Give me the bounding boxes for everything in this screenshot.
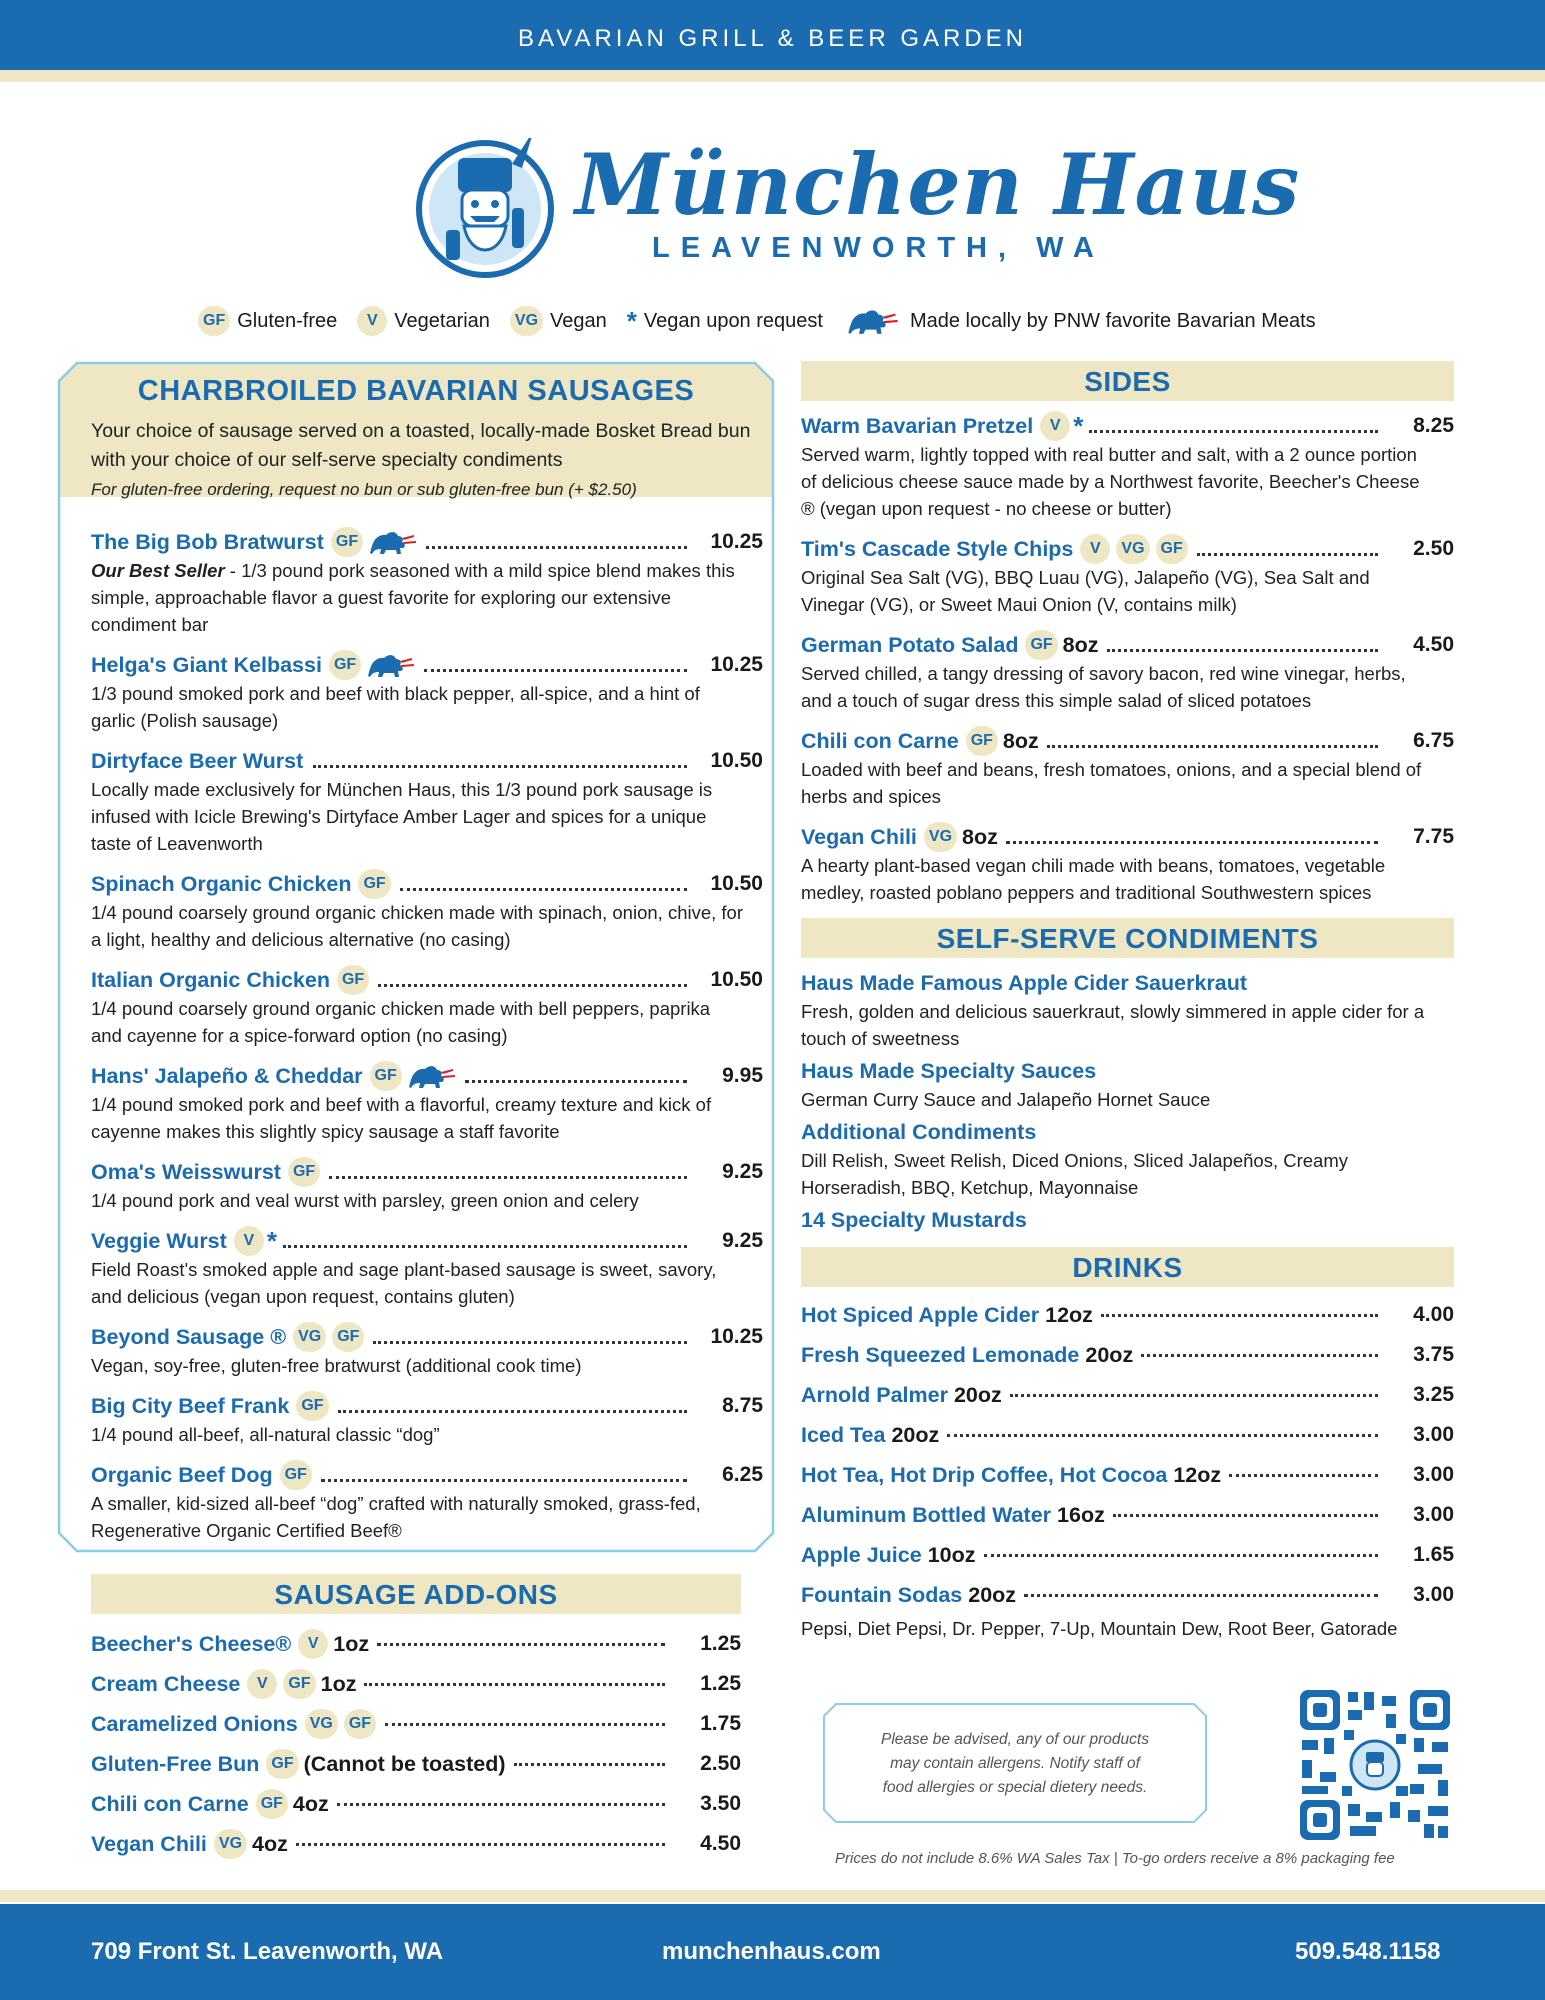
leader-dots: [1113, 1501, 1378, 1517]
leader-dots: [1010, 1381, 1378, 1397]
item-unit: 8oz: [962, 824, 998, 849]
item-description: 1/4 pound smoked pork and beef with a flavorful, creamy texture and kick of cayenne makes this slightly spicy sausage a staff favorite: [91, 1094, 712, 1142]
leader-dots: [1141, 1341, 1378, 1357]
item-name: Vegan Chili: [91, 1831, 207, 1856]
gf-badge: GF: [331, 527, 363, 557]
item-price: 3.50: [700, 1792, 741, 1815]
notice-line: Please be advised, any of our products: [881, 1731, 1149, 1748]
item-price: 8.25: [1413, 414, 1454, 437]
item-unit: 1oz: [320, 1671, 357, 1696]
asterisk-icon: *: [626, 306, 637, 336]
item-name: Organic Beef Dog: [91, 1462, 273, 1487]
leader-dots: [1089, 417, 1378, 433]
leader-dots: [514, 1750, 666, 1766]
item-name: Italian Organic Chicken: [91, 967, 330, 992]
item-name: Gluten-Free Bun: [91, 1751, 260, 1776]
item-price: 2.50: [1413, 537, 1454, 560]
item-name: Arnold Palmer: [801, 1382, 948, 1407]
gf-badge: GF: [337, 965, 369, 995]
menu-item: [91, 746, 763, 857]
gf-badge: GF: [283, 1669, 315, 1699]
item-price: 3.00: [1413, 1583, 1454, 1606]
item-unit: 12oz: [1045, 1302, 1093, 1327]
v-badge: V: [234, 1226, 264, 1256]
item-price: 4.50: [1413, 633, 1454, 656]
v-badge: V: [1040, 411, 1070, 441]
nutcracker-logo-icon: [414, 138, 556, 280]
item-name: Caramelized Onions: [91, 1711, 298, 1736]
vg-badge: VG: [924, 822, 957, 852]
menu-item: [91, 869, 763, 953]
leader-dots: [1006, 828, 1378, 844]
item-description: Served warm, lightly topped with real butter and salt, with a 2 ounce portion of delicious cheese sauce made by a Northwest favorite, Beecher's Cheese ® (vegan upon request - no cheese or butter): [801, 444, 1420, 519]
footer-phone[interactable]: 509.548.1158: [1295, 1938, 1441, 1965]
menu-item: [91, 1061, 763, 1145]
leader-dots: [400, 875, 687, 891]
leader-dots: [377, 1630, 665, 1646]
footer-address: 709 Front St. Leavenworth, WA: [91, 1938, 444, 1965]
drink-item: [801, 1575, 1454, 1615]
item-name: Beecher's Cheese®: [91, 1631, 292, 1656]
item-unit: 20oz: [891, 1422, 940, 1447]
menu-item: [801, 822, 1454, 906]
item-price: 1.25: [700, 1672, 741, 1695]
leader-dots: [424, 656, 687, 672]
item-unit: 8oz: [1062, 632, 1099, 657]
item-unit: 4oz: [252, 1831, 288, 1856]
item-description: A hearty plant-based vegan chili made with beans, tomatoes, vegetable medley, roasted poblano peppers and traditional Southwestern spices: [801, 855, 1386, 903]
item-name: Helga's Giant Kelbassi: [91, 652, 322, 677]
item-name: Vegan Chili: [801, 824, 917, 849]
gf-badge: GF: [344, 1709, 376, 1739]
item-price: 10.25: [710, 653, 763, 676]
drink-item: [801, 1295, 1454, 1335]
intro-text: Your choice of sausage served on a toasted, locally-made Bosket Bread bun with your choice of our self-serve specialty condiments: [91, 420, 751, 471]
tax-note: Prices do not include 8.6% WA Sales Tax | To-go orders receive a 8% packaging fee: [835, 1850, 1395, 1867]
leader-dots: [947, 1421, 1378, 1437]
drink-item: [801, 1335, 1454, 1375]
menu-item: [91, 1157, 763, 1214]
leader-dots: [329, 1163, 687, 1179]
soda-list: Pepsi, Diet Pepsi, Dr. Pepper, 7-Up, Mountain Dew, Root Beer, Gatorade: [801, 1618, 1398, 1639]
header: [0, 110, 1545, 280]
legend-vegan-upon-request: [626, 306, 823, 336]
item-unit: 1oz: [333, 1631, 370, 1656]
item-price: 3.25: [1413, 1383, 1454, 1406]
item-description: 1/4 pound coarsely ground organic chicken made with spinach, onion, chive, for a light, healthy and delicious alternative (no casing): [91, 902, 743, 950]
right-column: [801, 361, 1454, 1642]
item-name: Cream Cheese: [91, 1671, 241, 1696]
gf-badge: GF: [1156, 534, 1188, 564]
menu-item: [91, 965, 763, 1049]
drink-item: [801, 1415, 1454, 1455]
gf-badge: GF: [280, 1460, 312, 1490]
sausages-intro: [91, 417, 751, 504]
drinks-list: [801, 1295, 1454, 1642]
item-price: 10.25: [710, 530, 763, 553]
item-name: The Big Bob Bratwurst: [91, 529, 324, 554]
gf-badge: GF: [966, 726, 998, 756]
item-name: Hot Spiced Apple Cider: [801, 1302, 1040, 1327]
qr-code-icon[interactable]: [1298, 1688, 1452, 1842]
item-description: 1/4 pound all-beef, all-natural classic “dog”: [91, 1424, 440, 1445]
item-description: 1/4 pound pork and veal wurst with parsley, green onion and celery: [91, 1190, 639, 1211]
item-price: 9.25: [722, 1229, 763, 1252]
gf-badge: GF: [1025, 630, 1057, 660]
menu-item: [801, 411, 1454, 522]
v-badge: V: [298, 1629, 328, 1659]
menu-item: [91, 1391, 763, 1448]
condiment-item: [801, 1205, 1454, 1235]
asterisk-icon: *: [1073, 411, 1084, 441]
leader-dots: [1197, 540, 1378, 556]
addons-title: SAUSAGE ADD-ONS: [91, 1574, 741, 1614]
v-badge: V: [357, 306, 387, 336]
item-name: Big City Beef Frank: [91, 1393, 290, 1418]
sausages-title: CHARBROILED BAVARIAN SAUSAGES: [137, 375, 695, 407]
item-name: Fresh Squeezed Lemonade: [801, 1342, 1080, 1367]
vg-badge: VG: [1116, 534, 1149, 564]
legend-gluten-free: [198, 306, 337, 336]
menu-item: [801, 726, 1454, 810]
item-description: A smaller, kid-sized all-beef “dog” crafted with naturally smoked, grass-fed, Regenerative Organic Certified Beef®: [91, 1493, 701, 1541]
gf-badge: GF: [358, 869, 390, 899]
sides-title: SIDES: [801, 361, 1454, 401]
addon-item: [91, 1784, 741, 1824]
vg-badge: VG: [214, 1829, 247, 1859]
item-description: German Curry Sauce and Jalapeño Hornet Sauce: [801, 1089, 1211, 1110]
item-name: Chili con Carne: [91, 1791, 249, 1816]
item-name: Veggie Wurst: [91, 1228, 227, 1253]
tagline: BAVARIAN GRILL & BEER GARDEN: [518, 25, 1027, 52]
item-unit: 16oz: [1057, 1502, 1105, 1527]
condiment-item: [801, 968, 1454, 1052]
leader-dots: [364, 1670, 665, 1686]
menu-item: [801, 630, 1454, 714]
item-price: 4.50: [700, 1832, 741, 1855]
gf-badge: GF: [329, 650, 361, 680]
item-name: Hans' Jalapeño & Cheddar: [91, 1063, 363, 1088]
leader-dots: [378, 971, 687, 987]
leader-dots: [1107, 636, 1378, 652]
gf-badge: GF: [256, 1789, 288, 1819]
leader-dots: [283, 1232, 687, 1248]
item-unit: 12oz: [1173, 1462, 1222, 1487]
item-unit: (Cannot be toasted): [303, 1751, 506, 1776]
item-name: Warm Bavarian Pretzel: [801, 413, 1034, 438]
drink-item: [801, 1495, 1454, 1535]
item-description: Fresh, golden and delicious sauerkraut, slowly simmered in apple cider for a touch of sweetness: [801, 1001, 1425, 1049]
item-name: Beyond Sausage ®: [91, 1324, 287, 1349]
legend-label: Vegetarian: [394, 309, 490, 332]
leader-dots: [465, 1067, 687, 1083]
item-name: Fountain Sodas: [801, 1582, 963, 1607]
best-seller-label: Our Best Seller: [91, 560, 225, 581]
notice-line: food allergies or special dietery needs.: [882, 1779, 1148, 1796]
brand-city: LEAVENWORTH, WA: [652, 232, 1105, 264]
leader-dots: [1047, 732, 1378, 748]
item-description: Loaded with beef and beans, fresh tomatoes, onions, and a special blend of herbs and spices: [801, 759, 1422, 807]
item-name: Haus Made Famous Apple Cider Sauerkraut: [801, 971, 1248, 995]
item-price: 6.75: [1413, 729, 1454, 752]
leader-dots: [1101, 1301, 1378, 1317]
item-name: Spinach Organic Chicken: [91, 871, 352, 896]
addons-section: [91, 1574, 741, 1864]
leader-dots: [1229, 1461, 1378, 1477]
leader-dots: [338, 1397, 687, 1413]
item-price: 2.50: [700, 1752, 741, 1775]
item-price: 9.95: [722, 1064, 763, 1087]
item-description: 1/3 pound smoked pork and beef with black pepper, all-spice, and a hint of garlic (Polish sausage): [91, 683, 700, 731]
item-unit: 4oz: [292, 1791, 329, 1816]
allergen-notice: [822, 1702, 1208, 1824]
drink-item: [801, 1375, 1454, 1415]
item-name: 14 Specialty Mustards: [801, 1208, 1027, 1232]
condiment-item: [801, 1117, 1454, 1201]
v-badge: V: [1080, 534, 1110, 564]
addon-item: [91, 1824, 741, 1864]
item-price: 3.75: [1413, 1343, 1454, 1366]
lion-icon: [364, 651, 418, 679]
lion-icon: [843, 306, 903, 336]
item-price: 3.00: [1413, 1463, 1454, 1486]
item-unit: 8oz: [1002, 728, 1039, 753]
v-badge: V: [247, 1669, 277, 1699]
footer: [0, 1904, 1545, 2000]
addon-item: [91, 1624, 741, 1664]
item-unit: 10oz: [927, 1542, 976, 1567]
item-name: Tim's Cascade Style Chips: [801, 536, 1074, 561]
menu-item: [91, 1460, 763, 1544]
gf-badge: GF: [288, 1157, 320, 1187]
item-name: Iced Tea: [801, 1422, 886, 1447]
top-divider: [0, 70, 1545, 82]
item-name: Haus Made Specialty Sauces: [801, 1059, 1097, 1083]
legend-label: Vegan: [550, 309, 607, 332]
menu-item: [91, 1226, 763, 1310]
drink-item: [801, 1455, 1454, 1495]
top-banner: [0, 0, 1545, 70]
gf-badge: GF: [370, 1061, 402, 1091]
leader-dots: [321, 1466, 687, 1482]
asterisk-icon: *: [266, 1226, 277, 1256]
item-description: 1/4 pound coarsely ground organic chicken made with bell peppers, paprika and cayenne for a spice-forward option (no casing): [91, 998, 711, 1046]
condiments-list: [801, 968, 1454, 1235]
sausages-section: [57, 361, 775, 1553]
leader-dots: [313, 752, 687, 768]
item-price: 6.25: [722, 1463, 763, 1486]
gf-badge: GF: [332, 1322, 364, 1352]
item-description: Served chilled, a tangy dressing of savory bacon, red wine vinegar, herbs, and a touch of sugar dress this simple salad of sliced potatoes: [801, 663, 1406, 711]
gf-badge: GF: [266, 1749, 298, 1779]
item-name: Hot Tea, Hot Drip Coffee, Hot Cocoa: [801, 1462, 1168, 1487]
item-description: Locally made exclusively for München Haus, this 1/3 pound pork sausage is infused with Icicle Brewing's Dirtyface Amber Lager and spices for a unique taste of Leavenworth: [91, 779, 713, 854]
vg-badge: VG: [293, 1322, 326, 1352]
item-name: Apple Juice: [801, 1542, 922, 1567]
bottom-divider: [0, 1890, 1545, 1902]
item-price: 4.00: [1413, 1303, 1454, 1326]
leader-dots: [337, 1790, 665, 1806]
leader-dots: [984, 1541, 1379, 1557]
item-name: Aluminum Bottled Water: [801, 1502, 1052, 1527]
item-price: 10.50: [710, 749, 763, 772]
vg-badge: VG: [305, 1709, 338, 1739]
brand-name: München Haus: [575, 135, 1301, 234]
item-price: 1.75: [700, 1712, 741, 1735]
drink-item: [801, 1535, 1454, 1575]
legend-label: Gluten-free: [237, 309, 338, 332]
item-price: 1.65: [1413, 1543, 1454, 1566]
item-price: 3.00: [1413, 1503, 1454, 1526]
item-name: Additional Condiments: [801, 1120, 1037, 1144]
drinks-title: DRINKS: [801, 1247, 1454, 1287]
addon-item: [91, 1664, 741, 1704]
item-description: Original Sea Salt (VG), BBQ Luau (VG), Jalapeño (VG), Sea Salt and Vinegar (VG), or Sweet Maui Onion (V, contains milk): [801, 567, 1370, 615]
menu-item: [91, 650, 763, 734]
item-price: 1.25: [700, 1632, 741, 1655]
item-unit: 20oz: [953, 1382, 1002, 1407]
addon-item: [91, 1744, 741, 1784]
description-text: - 1/3 pound pork seasoned with a mild spice blend makes this simple, approachable flavor a guest favorite for exploring our extensive condiment bar: [91, 560, 735, 635]
addon-item: [91, 1704, 741, 1744]
vg-badge: VG: [510, 306, 543, 336]
item-price: 7.75: [1413, 825, 1454, 848]
condiment-item: [801, 1056, 1454, 1113]
item-description: [91, 557, 763, 638]
item-price: 8.75: [722, 1394, 763, 1417]
leader-dots: [385, 1710, 665, 1726]
leader-dots: [296, 1830, 665, 1846]
legend-vegetarian: [357, 306, 490, 336]
item-description: Vegan, soy-free, gluten-free bratwurst (additional cook time): [91, 1355, 582, 1376]
item-description: Dill Relish, Sweet Relish, Diced Onions, Sliced Jalapeños, Creamy Horseradish, BBQ, Ketchup, Mayonnaise: [801, 1150, 1349, 1198]
sausage-list: [91, 527, 763, 1556]
menu-item: [801, 534, 1454, 618]
leader-dots: [1024, 1581, 1378, 1597]
item-price: 10.50: [710, 968, 763, 991]
item-name: Dirtyface Beer Wurst: [91, 748, 304, 773]
item-price: 3.00: [1413, 1423, 1454, 1446]
lion-icon: [405, 1062, 459, 1090]
item-unit: 20oz: [968, 1582, 1017, 1607]
gf-badge: GF: [296, 1391, 328, 1421]
legend-label: Made locally by PNW favorite Bavarian Meats: [909, 309, 1316, 332]
footer-website[interactable]: munchenhaus.com: [662, 1938, 881, 1965]
item-name: German Potato Salad: [801, 632, 1019, 657]
item-price: 10.50: [710, 872, 763, 895]
legend-made-locally: [843, 306, 1316, 336]
item-price: 9.25: [722, 1160, 763, 1183]
item-name: Oma's Weisswurst: [91, 1159, 281, 1184]
gf-badge: GF: [198, 306, 230, 336]
leader-dots: [426, 533, 687, 549]
item-name: Chili con Carne: [801, 728, 959, 753]
intro-note: For gluten-free ordering, request no bun or sub gluten-free bun (+ $2.50): [91, 480, 637, 499]
condiments-title: SELF-SERVE CONDIMENTS: [801, 918, 1454, 958]
lion-icon: [366, 528, 420, 556]
menu-item: [91, 527, 763, 638]
item-unit: 20oz: [1085, 1342, 1134, 1367]
notice-line: may contain allergens. Notify staff of: [890, 1755, 1140, 1772]
legend-label: Vegan upon request: [643, 309, 823, 332]
item-price: 10.25: [710, 1325, 763, 1348]
sides-list: [801, 411, 1454, 906]
menu-item: [91, 1322, 763, 1379]
dietary-legend: [198, 306, 1326, 336]
item-description: Field Roast's smoked apple and sage plant-based sausage is sweet, savory, and delicious (vegan upon request, contains gluten): [91, 1259, 717, 1307]
legend-vegan: [510, 306, 607, 336]
leader-dots: [373, 1328, 687, 1344]
